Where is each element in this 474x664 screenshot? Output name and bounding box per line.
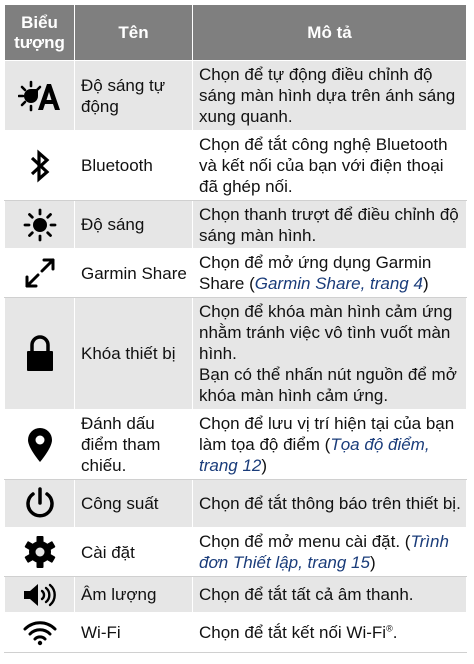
- row-desc: Chọn để tắt thông báo trên thiết bị.: [193, 480, 467, 528]
- row-desc: Chọn để tắt kết nối Wi-Fi®.: [193, 613, 467, 653]
- row-name: Wi-Fi: [75, 613, 193, 653]
- table-row: [5, 201, 467, 249]
- row-desc: Chọn để tắt tất cả âm thanh.: [193, 577, 467, 613]
- row-name: Đánh dấu điểm tham chiếu.: [75, 410, 193, 480]
- table-row: [5, 298, 467, 410]
- cross-reference-link[interactable]: Trình đơn Thiết lập, trang 15: [199, 532, 449, 572]
- location-pin-icon: [5, 410, 75, 480]
- power-icon: [5, 480, 75, 528]
- garmin-share-icon: [5, 249, 75, 298]
- row-name: Độ sáng tự động: [75, 61, 193, 131]
- table-row: [5, 480, 467, 528]
- cross-reference-link[interactable]: Garmin Share, trang 4: [254, 274, 423, 293]
- table-row: [5, 249, 467, 298]
- row-desc: Chọn thanh trượt để điều chỉnh độ sáng màn hình.: [193, 201, 467, 249]
- table-row: [5, 613, 467, 653]
- row-desc: Chọn để tắt công nghệ Bluetooth và kết nối của bạn với điện thoại đã ghép nối.: [193, 131, 467, 201]
- row-name: Công suất: [75, 480, 193, 528]
- table-row: [5, 577, 467, 613]
- row-desc: Chọn để khóa màn hình cảm ứng nhằm tránh việc vô tình vuốt màn hình. Bạn có thể nhấn nút nguồn để mở khóa màn hình cảm ứng.: [193, 298, 467, 410]
- header-name: Tên: [75, 5, 193, 61]
- row-name: Bluetooth: [75, 131, 193, 201]
- row-desc: Chọn để mở menu cài đặt. (Trình đơn Thiết lập, trang 15): [193, 528, 467, 577]
- row-name: Cài đặt: [75, 528, 193, 577]
- bluetooth-icon: [5, 131, 75, 201]
- header-icon: Biểu tượng: [5, 5, 75, 61]
- volume-icon: [5, 577, 75, 613]
- table-row: [5, 528, 467, 577]
- row-desc: Chọn để mở ứng dụng Garmin Share (Garmin Share, trang 4): [193, 249, 467, 298]
- gear-icon: [5, 528, 75, 577]
- lock-icon: [5, 298, 75, 410]
- row-desc: Chọn để tự động điều chỉnh độ sáng màn hình dựa trên ánh sáng xung quanh.: [193, 61, 467, 131]
- row-name: Khóa thiết bị: [75, 298, 193, 410]
- row-desc: Chọn để lưu vị trí hiện tại của bạn làm tọa độ điểm (Tọa độ điểm, trang 12): [193, 410, 467, 480]
- header-desc: Mô tả: [193, 5, 467, 61]
- cross-reference-link[interactable]: Tọa độ điểm, trang 12: [199, 435, 430, 475]
- table-row: [5, 410, 467, 480]
- row-name: Garmin Share: [75, 249, 193, 298]
- table-row: [5, 61, 467, 131]
- table-header-row: [5, 5, 467, 61]
- table-row: [5, 131, 467, 201]
- wifi-icon: [5, 613, 75, 653]
- brightness-icon: [5, 201, 75, 249]
- auto-brightness-icon: [5, 61, 75, 131]
- row-name: Âm lượng: [75, 577, 193, 613]
- controls-table: [4, 4, 467, 653]
- row-name: Độ sáng: [75, 201, 193, 249]
